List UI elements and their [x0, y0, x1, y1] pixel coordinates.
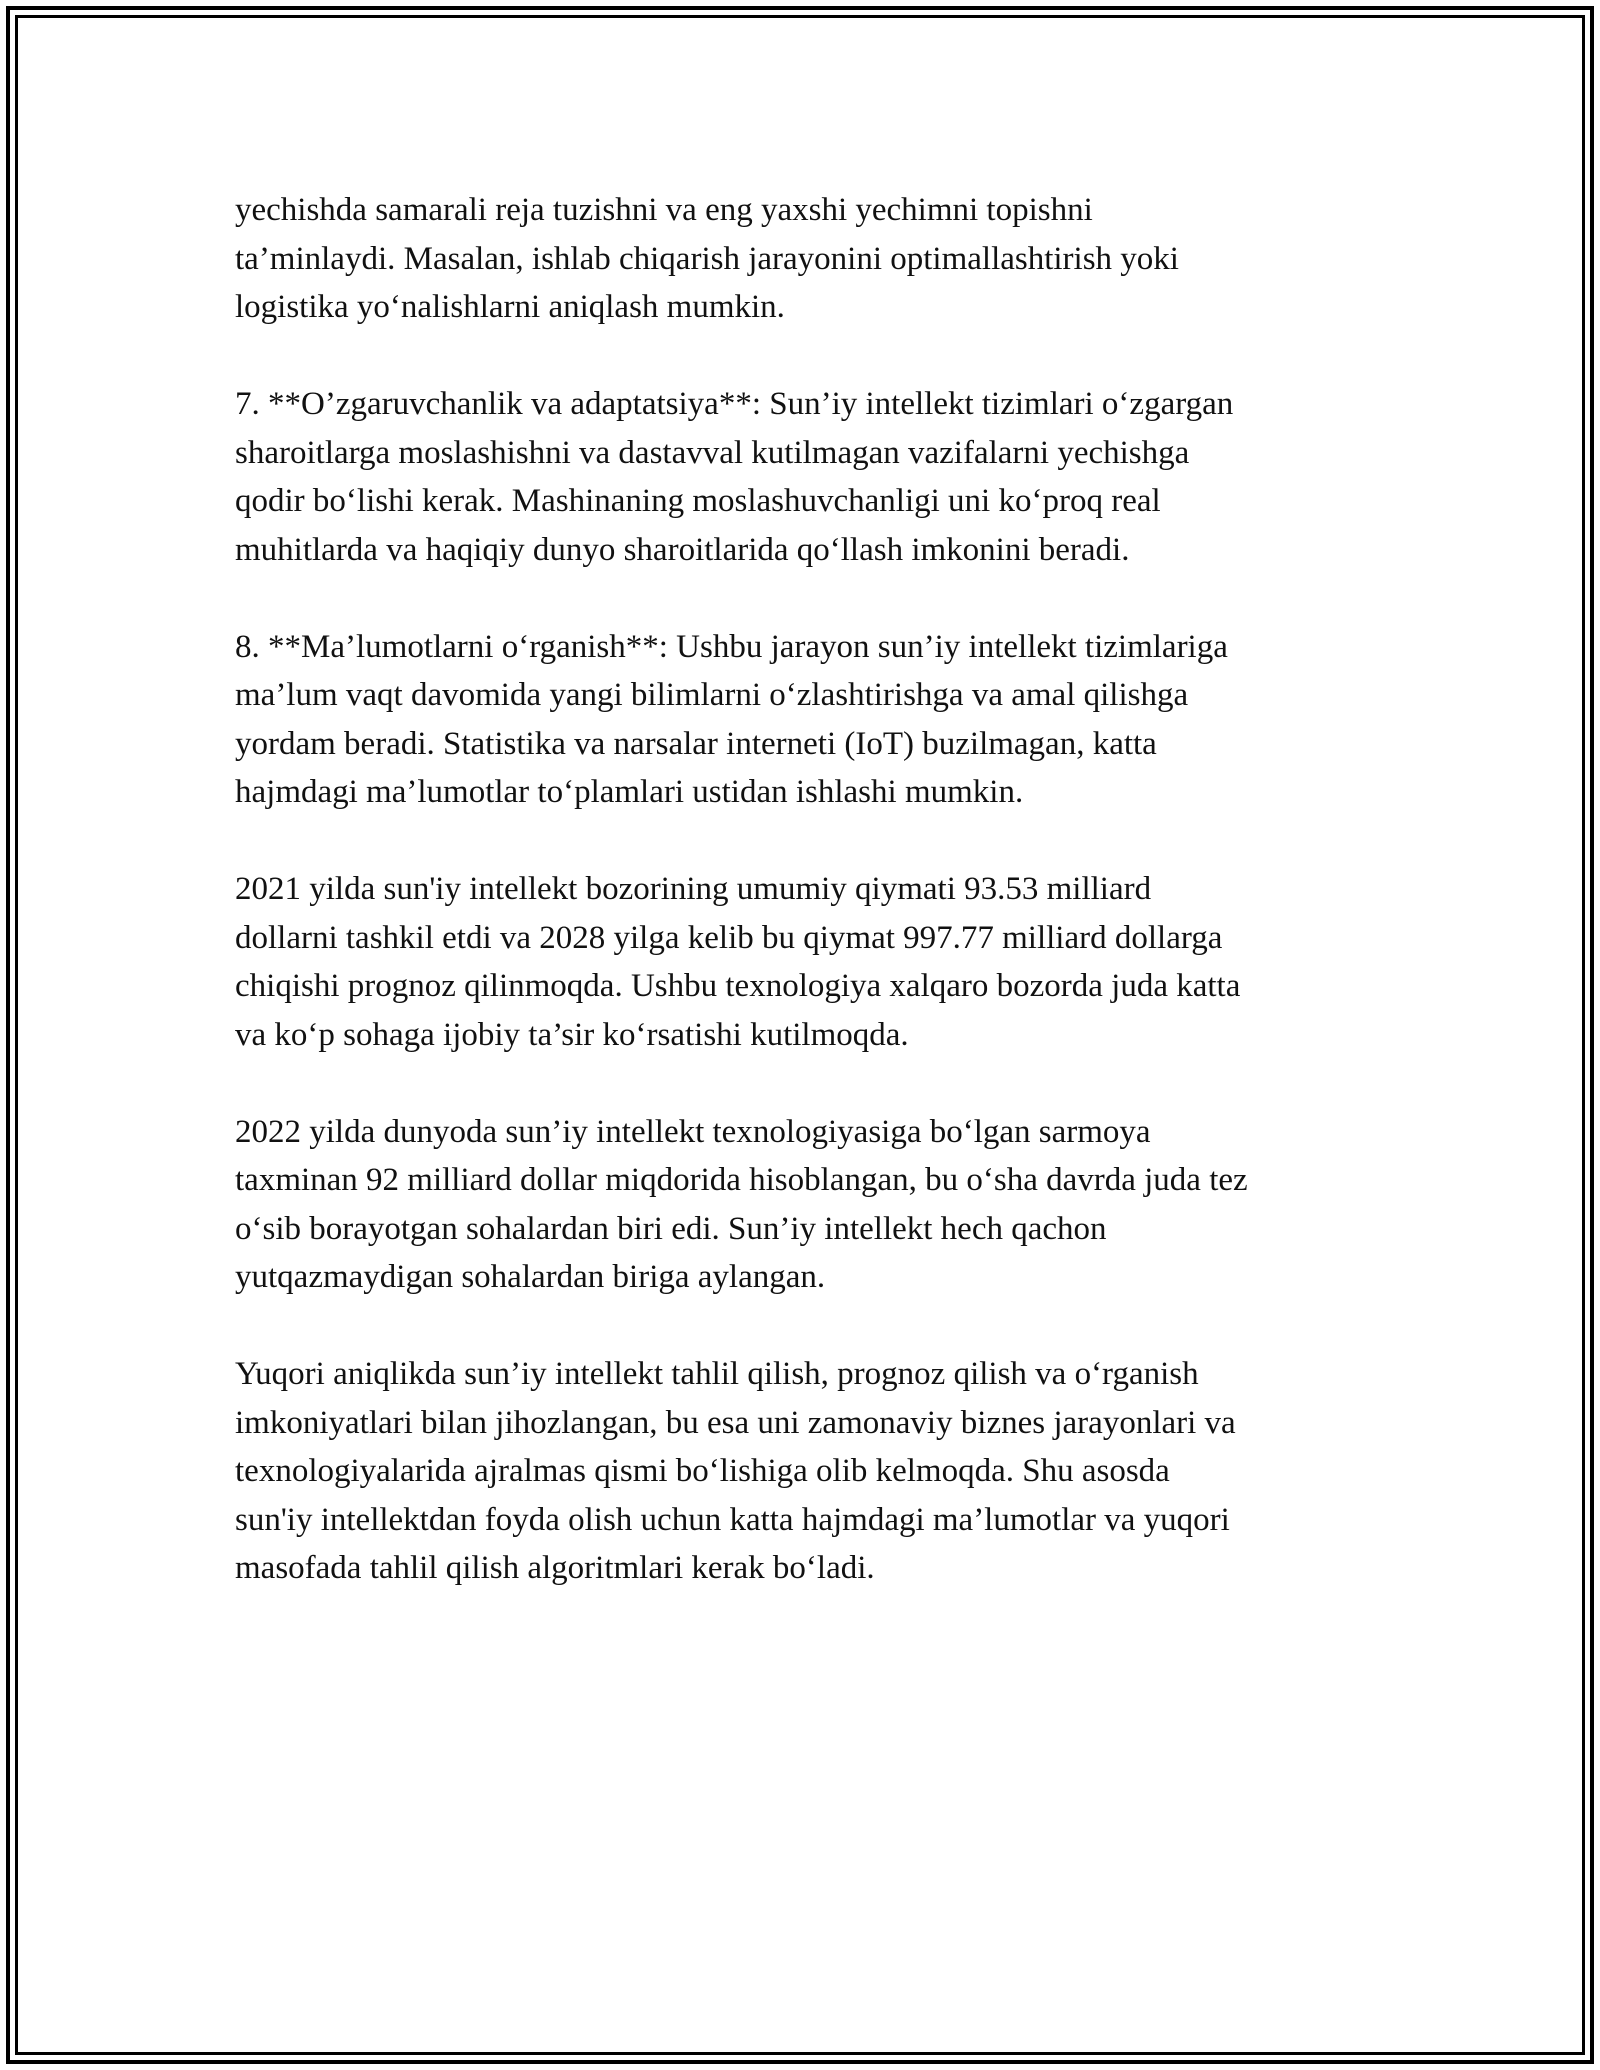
paragraph-1: yechishda samarali reja tuzishni va eng yaxshi yechimni topishni ta’minlaydi. Masalan, ishlab chiqarish jarayonini optimallashtirish yoki logistika yo‘nalishlarni aniqlash mumkin.	[235, 192, 1179, 325]
document-body	[235, 186, 1370, 1641]
paragraph-6: Yuqori aniqlikda sun’iy intellekt tahlil qilish, prognoz qilish va o‘rganish imkoniyatlari bilan jihozlangan, bu esa uni zamonaviy biznes jarayonlari va texnologiyalarida ajralmas qismi bo‘lishiga olib kelmoqda. Shu asosda sun'iy intellektdan foyda olish uchun katta hajmdagi ma’lumotlar va yuqori masofada tahlil qilish algoritmlari kerak bo‘ladi.	[235, 1356, 1236, 1586]
paragraph-4: 2021 yilda sun'iy intellekt bozorining umumiy qiymati 93.53 milliard dollarni tashkil etdi va 2028 yilga kelib bu qiymat 997.77 milliard dollarga chiqishi prognoz qilinmoqda. Ushbu texnologiya xalqaro bozorda juda katta va ko‘p sohaga ijobiy ta’sir ko‘rsatishi kutilmoqda.	[235, 871, 1241, 1053]
paragraph-2: 7. **O’zgaruvchanlik va adaptatsiya**: Sun’iy intellekt tizimlari o‘zgargan sharoitlarga moslashishni va dastavval kutilmagan vazifalarni yechishga qodir bo‘lishi kerak. Mashinaning moslashuvchanligi uni ko‘proq real muhitlarda va haqiqiy dunyo sharoitlarida qo‘llash imkonini beradi.	[235, 386, 1234, 568]
paragraph-5: 2022 yilda dunyoda sun’iy intellekt texnologiyasiga bo‘lgan sarmoya taxminan 92 milliard dollar miqdorida hisoblangan, bu o‘sha davrda juda tez o‘sib borayotgan sohalardan biri edi. Sun’iy intellekt hech qachon yutqazmaydigan sohalardan biriga aylangan.	[235, 1113, 1248, 1295]
paragraph-3: 8. **Ma’lumotlarni o‘rganish**: Ushbu jarayon sun’iy intellekt tizimlariga ma’lum vaqt davomida yangi bilimlarni o‘zlashtirishga va amal qilishga yordam beradi. Statistika va narsalar interneti (IoT) buzilmagan, katta hajmdagi ma’lumotlar to‘plamlari ustidan ishlashi mumkin.	[235, 628, 1228, 810]
